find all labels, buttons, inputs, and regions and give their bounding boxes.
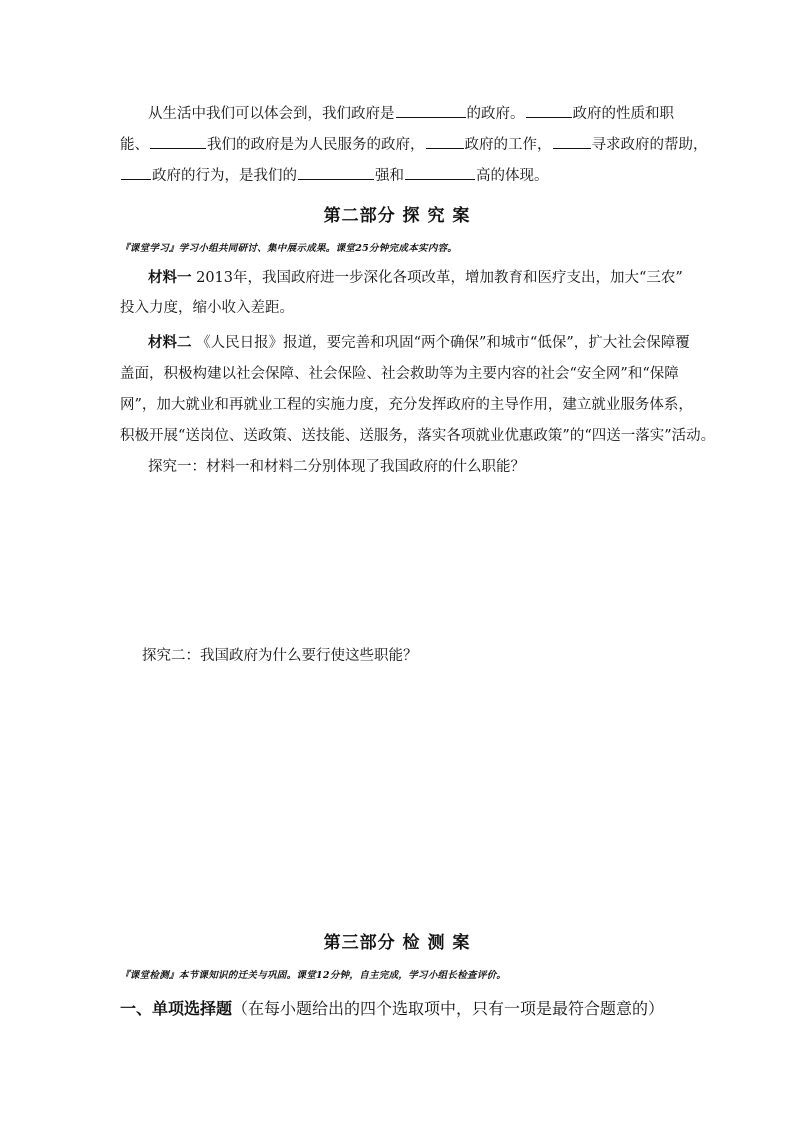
material2-line-3: 网”，加大就业和再就业工程的实施力度，充分发挥政府的主导作用，建立就业服务体系， — [120, 397, 693, 413]
intro-text: 高的体现。 — [476, 168, 549, 184]
intro-text: 寻求政府的帮助， — [591, 137, 708, 153]
choice-section-desc: （在每小题给出的四个选取项中，只有一项是最符合题意的） — [232, 999, 665, 1018]
intro-text: 从生活中我们可以体会到，我们政府是 — [148, 106, 395, 122]
part2-note: 『课堂学习』学习小组共同研讨、集中展示成果。课堂25分钟完成本实内容。 — [120, 243, 458, 254]
intro-text: 强和 — [375, 168, 404, 184]
part3-note: 『课堂检测』本节课知识的迁关与巩固。课堂12分钟，自主完成，学习小组长检查评价。 — [120, 970, 507, 981]
part3-heading: 第三部分 检 测 案 — [323, 933, 471, 953]
intro-text: 能、 — [120, 137, 149, 153]
material1-line-1 — [148, 268, 683, 288]
answer-blank[interactable] — [298, 165, 374, 180]
part2-heading: 第二部分 探 究 案 — [323, 206, 471, 226]
material1-text: 2013年，我国政府进一步深化各项改革，增加教育和医疗支出，加大“三农” — [191, 270, 683, 286]
choice-section-title — [120, 998, 664, 1020]
answer-blank[interactable] — [150, 134, 206, 149]
inquiry-question-1: 探究一：材料一和材料二分别体现了我国政府的什么职能？ — [148, 459, 525, 475]
intro-text: 政府的行为，是我们的 — [152, 168, 297, 184]
intro-line-1 — [148, 103, 674, 124]
intro-line-3 — [120, 165, 549, 186]
material2-line-2: 盖面，积极构建以社会保障、社会保险、社会救助等为主要内容的社会“安全网”和“保障 — [120, 366, 679, 382]
answer-blank[interactable] — [553, 134, 591, 149]
choice-section-label: 一、单项选择题 — [120, 999, 233, 1018]
material1-line-2: 投入力度，缩小收入差距。 — [120, 300, 294, 316]
material1-label: 材料一 — [148, 270, 192, 286]
inquiry-question-2: 探究二：我国政府为什么要行使这些职能？ — [142, 648, 418, 664]
answer-blank[interactable] — [526, 103, 572, 118]
answer-blank[interactable] — [426, 134, 464, 149]
intro-line-2 — [120, 134, 708, 155]
material2-line-4: 积极开展“送岗位、送政策、送技能、送服务，落实各项就业优惠政策”的“四送一落实”活动。 — [120, 428, 716, 444]
intro-text: 我们的政府是为人民服务的政府， — [207, 137, 425, 153]
material2-label: 材料二 — [148, 335, 192, 351]
answer-blank[interactable] — [396, 103, 466, 118]
answer-blank[interactable] — [121, 165, 151, 180]
answer-blank[interactable] — [405, 165, 475, 180]
material2-text: 《人民日报》报道，要完善和巩固“两个确保”和城市“低保”，扩大社会保障覆 — [196, 335, 690, 351]
intro-text: 政府的性质和职 — [572, 106, 674, 122]
intro-text: 的政府。 — [466, 106, 525, 122]
intro-text: 政府的工作， — [464, 137, 552, 153]
material2-line-1 — [148, 333, 690, 353]
